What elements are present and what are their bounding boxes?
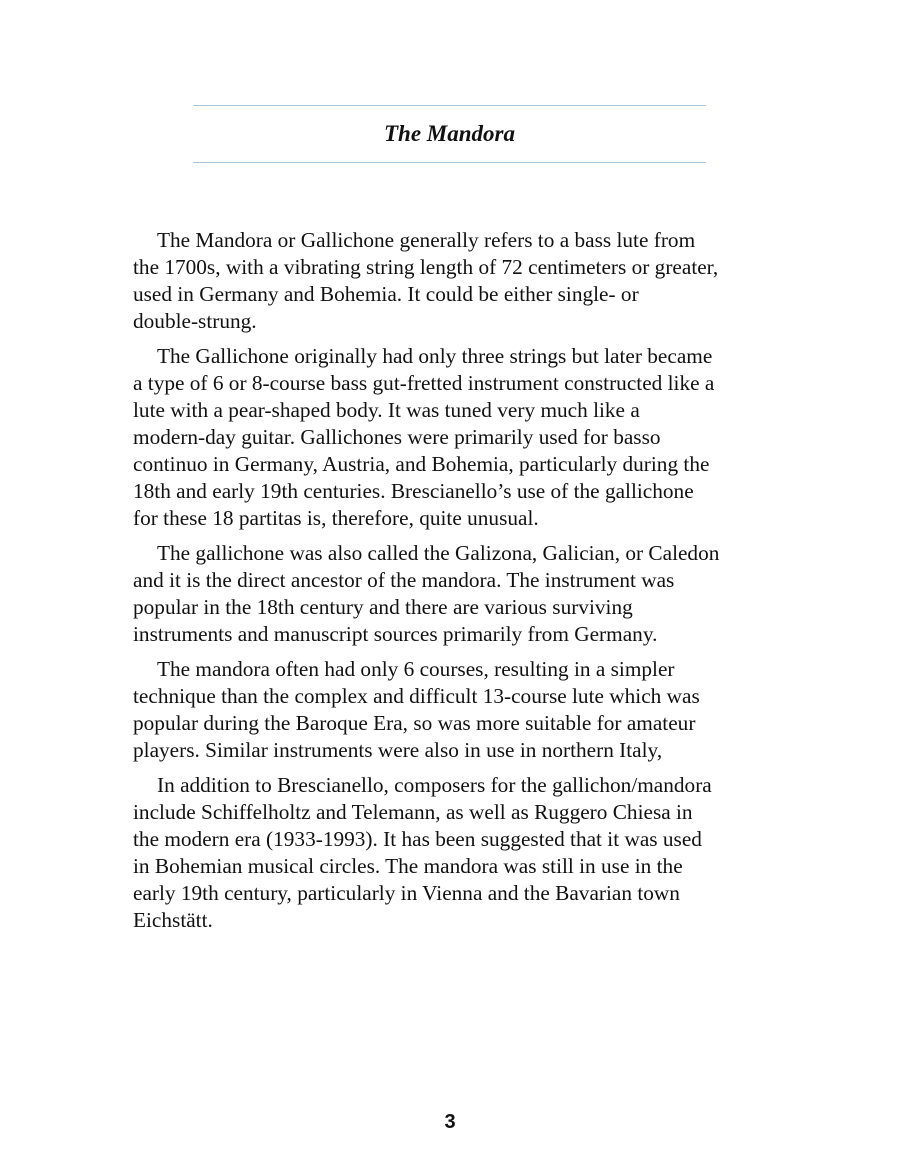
text-line: a type of 6 or 8-course bass gut-fretted instrument constructed like a <box>133 371 715 395</box>
text-line: include Schiffelholtz and Telemann, as well as Ruggero Chiesa in <box>133 800 693 824</box>
text-line: in Bohemian musical circles. The mandora was still in use in the <box>133 854 683 878</box>
text-line: and it is the direct ancestor of the mandora. The instrument was <box>133 568 675 592</box>
text-line: used in Germany and Bohemia. It could be either single- or <box>133 282 639 306</box>
text-line: The Gallichone originally had only three strings but later became <box>157 344 713 368</box>
paragraph-2 <box>133 343 773 532</box>
text-line: 18th and early 19th centuries. Brescianello’s use of the gallichone <box>133 479 694 503</box>
text-line: instruments and manuscript sources primarily from Germany. <box>133 622 658 646</box>
body-text <box>133 227 773 942</box>
text-line: double-strung. <box>133 309 257 333</box>
text-line: The gallichone was also called the Galizona, Galician, or Caledon <box>157 541 720 565</box>
title-bottom-rule <box>193 162 706 163</box>
text-line: popular in the 18th century and there are various surviving <box>133 595 633 619</box>
paragraph-3 <box>133 540 773 648</box>
paragraph-1 <box>133 227 773 335</box>
title-top-rule <box>193 105 706 106</box>
text-line: the 1700s, with a vibrating string length of 72 centimeters or greater, <box>133 255 719 279</box>
text-line: The mandora often had only 6 courses, resulting in a simpler <box>157 657 675 681</box>
text-line: In addition to Brescianello, composers for the gallichon/mandora <box>157 773 712 797</box>
paragraph-5 <box>133 772 773 934</box>
text-line: for these 18 partitas is, therefore, quite unusual. <box>133 506 539 530</box>
page-title: The Mandora <box>384 121 515 146</box>
text-line: Eichstätt. <box>133 908 213 932</box>
text-line: popular during the Baroque Era, so was more suitable for amateur <box>133 711 696 735</box>
text-line: continuo in Germany, Austria, and Bohemia, particularly during the <box>133 452 710 476</box>
text-line: players. Similar instruments were also in use in northern Italy, <box>133 738 663 762</box>
page-number: 3 <box>444 1111 456 1133</box>
text-line: lute with a pear-shaped body. It was tuned very much like a <box>133 398 640 422</box>
text-line: early 19th century, particularly in Vienna and the Bavarian town <box>133 881 680 905</box>
text-line: modern-day guitar. Gallichones were primarily used for basso <box>133 425 661 449</box>
text-line: The Mandora or Gallichone generally refers to a bass lute from <box>157 228 696 252</box>
text-line: technique than the complex and difficult 13-course lute which was <box>133 684 700 708</box>
text-line: the modern era (1933-1993). It has been suggested that it was used <box>133 827 702 851</box>
paragraph-4 <box>133 656 773 764</box>
